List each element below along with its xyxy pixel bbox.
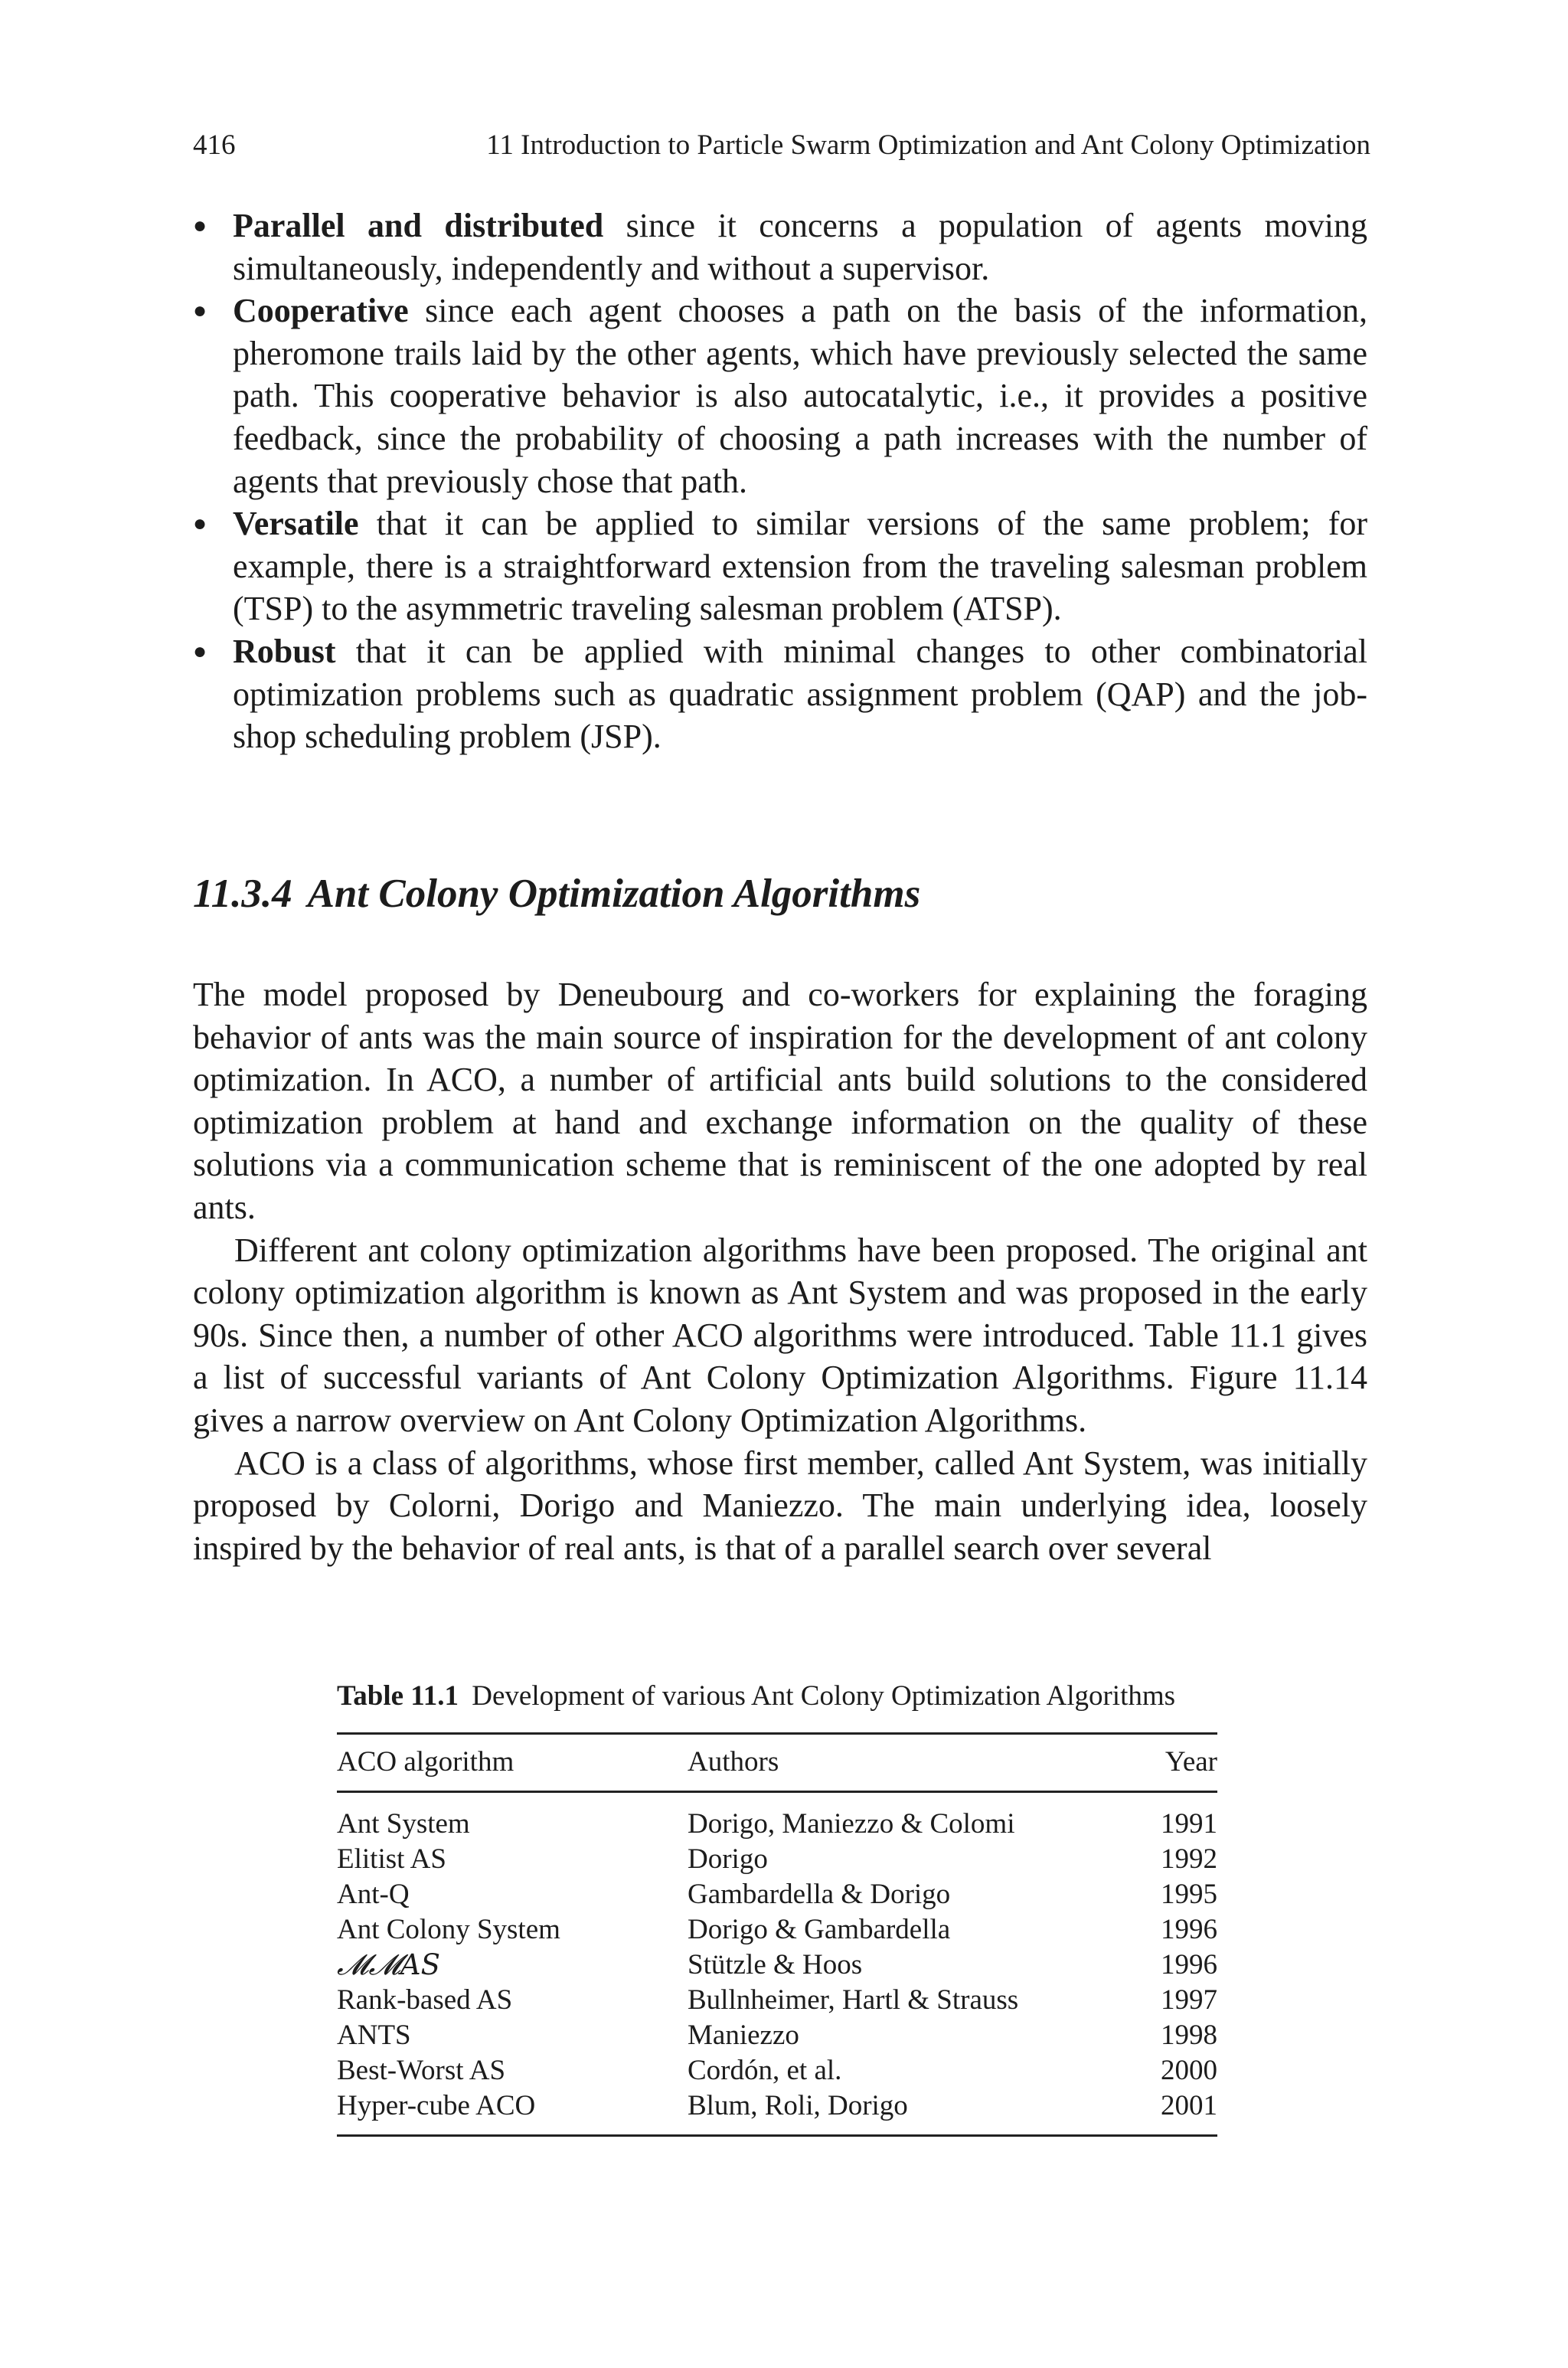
bullet-term: Cooperative (233, 292, 409, 330)
cell-year: 1997 (1161, 1984, 1217, 2016)
cell-authors: Dorigo (688, 1843, 768, 1875)
cell-authors: Maniezzo (688, 2020, 799, 2051)
table-row (337, 1948, 1217, 1983)
table-row (337, 2053, 1217, 2088)
cell-algorithm: Elitist AS (337, 1843, 446, 1875)
cell-authors: Stützle & Hoos (688, 1949, 863, 1980)
cell-year: 1995 (1161, 1879, 1217, 1910)
list-item (193, 630, 1367, 758)
chapter-title: 11 Introduction to Particle Swarm Optimization and Ant Colony Optimization (486, 129, 1370, 161)
aco-table (337, 1732, 1217, 2137)
paragraph: ACO is a class of algorithms, whose first member, called Ant System, was initially proposed by Colorni, Dorigo and Maniezzo. The main underlying idea, loosely inspired by the behavior of real ants, is that of a parallel search over several (193, 1444, 1367, 1567)
list-item (193, 204, 1367, 289)
cell-year: 1998 (1161, 2020, 1217, 2051)
table-row (337, 2088, 1217, 2136)
bullet-term: Versatile (233, 505, 359, 543)
cell-year: 1996 (1161, 1914, 1217, 1945)
header-year: Year (1116, 1734, 1217, 1792)
cell-authors: Bullnheimer, Hartl & Strauss (688, 1984, 1019, 2016)
cell-algorithm: Hyper-cube ACO (337, 2088, 688, 2136)
bullet-text: since it concerns a population of agents moving simultaneously, independently and without a supervisor. (233, 207, 1367, 287)
cell-authors: Blum, Roli, Dorigo (688, 2088, 1116, 2136)
paragraph: The model proposed by Deneubourg and co-workers for explaining the foraging behavior of ants was the main source of inspiration for the development of ant colony optimization. In ACO, a number of artificial ants build solutions to the considered optimization problem at hand and exchange information on the quality of these solutions via a communication scheme that is reminiscent of the one adopted by real ants. (193, 976, 1367, 1226)
table-caption-text: Development of various Ant Colony Optimization Algorithms (472, 1680, 1176, 1712)
table-row (337, 2018, 1217, 2053)
bullet-icon: ● (193, 213, 207, 238)
cell-authors: Cordón, et al. (688, 2055, 842, 2086)
section-title: Ant Colony Optimization Algorithms (307, 872, 921, 916)
list-item (193, 289, 1367, 502)
bullet-text: that it can be applied to similar versions of the same problem; for example, there is a straightforward extension from the traveling salesman problem (TSP) to the asymmetric traveling salesman problem (ATSP). (233, 505, 1367, 628)
section-body (193, 973, 1367, 1569)
cell-year: 2001 (1116, 2088, 1217, 2136)
cell-year: 1991 (1161, 1808, 1217, 1840)
cell-algorithm: Rank-based AS (337, 1984, 513, 2016)
table-header-row (337, 1734, 1217, 1792)
section-heading (193, 867, 920, 921)
cell-algorithm: Best-Worst AS (337, 2055, 506, 2086)
bullet-term: Parallel and distributed (233, 207, 604, 244)
bullet-term: Robust (233, 632, 336, 670)
cell-algorithm: 𝓜𝓜AS (337, 1948, 440, 1981)
paragraph: Different ant colony optimization algorithms have been proposed. The original ant colony optimization algorithm is known as Ant System and was proposed in the early 90s. Since then, a number of other ACO algorithms were introduced. Table 11.1 gives a list of successful variants of Ant Colony Optimization Algorithms. Figure 11.14 gives a narrow overview on Ant Colony Optimization Algorithms. (193, 1231, 1367, 1439)
cell-authors: Dorigo & Gambardella (688, 1914, 951, 1945)
bullet-icon: ● (193, 638, 207, 664)
cell-year: 2000 (1161, 2055, 1217, 2086)
cell-algorithm: Ant-Q (337, 1879, 410, 1910)
cell-authors: Gambardella & Dorigo (688, 1879, 951, 1910)
table-row (337, 1842, 1217, 1877)
cell-algorithm: Ant Colony System (337, 1914, 560, 1945)
table-caption (337, 1677, 1217, 1715)
cell-year: 1996 (1161, 1949, 1217, 1980)
table-row (337, 1983, 1217, 2018)
property-list (193, 204, 1367, 758)
section-number: 11.3.4 (193, 872, 292, 916)
running-head (193, 126, 1370, 165)
table-row (337, 1792, 1217, 1843)
bullet-icon: ● (193, 511, 207, 537)
table-11-1 (337, 1677, 1217, 2137)
cell-year: 1992 (1161, 1843, 1217, 1875)
bullet-icon: ● (193, 298, 207, 324)
cell-algorithm: ANTS (337, 2020, 411, 2051)
list-item (193, 502, 1367, 630)
table-label: Table 11.1 (337, 1680, 459, 1712)
bullet-text: since each agent chooses a path on the basis of the information, pheromone trails laid by the other agents, which have previously selected the same path. This cooperative behavior is also autocatalytic, i.e., it provides a positive feedback, since the probability of choosing a path increases with the number of agents that previously chose that path. (233, 292, 1367, 500)
header-authors: Authors (688, 1734, 1116, 1792)
cell-authors: Dorigo, Maniezzo & Colomi (688, 1808, 1015, 1840)
table-row (337, 1877, 1217, 1912)
table-row (337, 1912, 1217, 1948)
bullet-text: that it can be applied with minimal changes to other combinatorial optimization problems such as quadratic assignment problem (QAP) and the job-shop scheduling problem (JSP). (233, 632, 1367, 756)
cell-algorithm: Ant System (337, 1808, 470, 1840)
header-aco-algorithm: ACO algorithm (337, 1734, 688, 1792)
page-number: 416 (193, 129, 236, 161)
